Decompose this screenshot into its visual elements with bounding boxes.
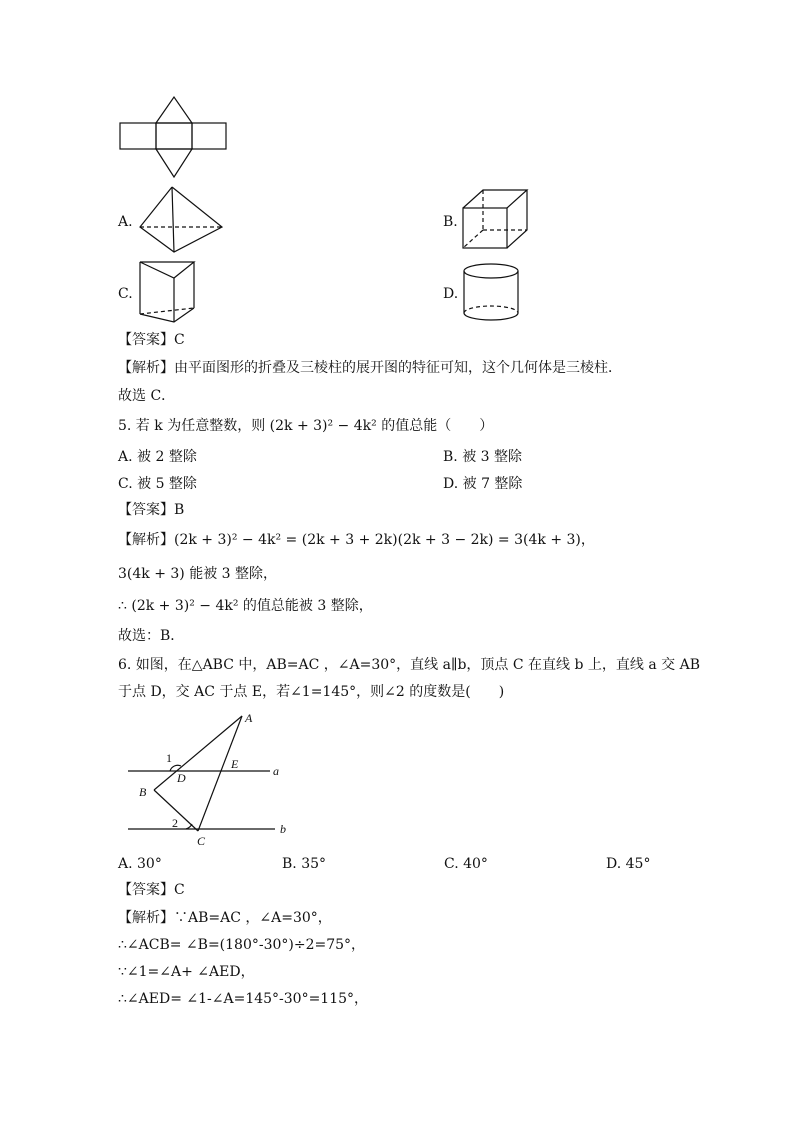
triangle-parallel-lines-figure xyxy=(120,710,300,850)
cube-figure xyxy=(461,188,531,252)
q6-analysis-line4: ∴∠AED= ∠1-∠A=145°-30°=115°， xyxy=(118,991,369,1007)
q5-option-a: A. 被 2 整除 xyxy=(118,449,197,465)
q5-analysis-line3: ∴ (2k + 3)² − 4k² 的值总能被 3 整除， xyxy=(118,598,373,614)
label-two: 2 xyxy=(172,816,178,830)
label-A: A xyxy=(245,711,253,725)
q4-analysis: 【解析】由平面图形的折叠及三棱柱的展开图的特征可知，这个几何体是三棱柱． xyxy=(118,360,622,376)
q5-option-d: D. 被 7 整除 xyxy=(443,476,523,492)
q6-option-a: A. 30° xyxy=(118,856,162,872)
q5-analysis-line1: 【解析】(2k + 3)² − 4k² = (2k + 3 + 2k)(2k + 3 − 2k) = 3(4k + 3)， xyxy=(118,532,595,548)
q6-analysis-line2: ∴∠ACB= ∠B=(180°-30°)÷2=75°， xyxy=(118,937,366,953)
q6-answer: 【答案】C xyxy=(118,882,185,898)
q4-conclusion: 故选 C． xyxy=(118,388,176,404)
q6-stem-line1: 6. 如图，在△ABC 中，AB=AC ，∠A=30°，直线 a∥b，顶点 C 在直线 b 上，直线 a 交 AB xyxy=(118,657,700,673)
q4-answer: 【答案】C xyxy=(118,332,185,348)
label-B: B xyxy=(139,785,147,799)
q5-conclusion: 故选：B． xyxy=(118,628,185,644)
label-C: C xyxy=(197,834,206,848)
triangular-prism-figure xyxy=(138,260,198,326)
label-E: E xyxy=(231,757,239,771)
label-one: 1 xyxy=(166,751,172,765)
net-figure xyxy=(118,95,228,180)
q6-option-b: B. 35° xyxy=(282,856,327,872)
cylinder-figure xyxy=(462,262,522,324)
q4-option-c-label: C. xyxy=(118,286,133,302)
q4-option-a-label: A. xyxy=(118,214,133,230)
tetrahedron-figure xyxy=(138,185,226,255)
label-a: a xyxy=(273,764,279,778)
q6-stem-line2: 于点 D，交 AC 于点 E，若∠1=145°，则∠2 的度数是( ) xyxy=(118,684,505,700)
q4-option-b-label: B. xyxy=(443,214,458,230)
q5-option-b: B. 被 3 整除 xyxy=(443,449,522,465)
label-D: D xyxy=(177,771,186,785)
label-b: b xyxy=(280,822,286,836)
q5-answer: 【答案】B xyxy=(118,502,185,518)
q5-stem: 5. 若 k 为任意整数，则 (2k + 3)² − 4k² 的值总能（ ） xyxy=(118,418,494,434)
q5-option-c: C. 被 5 整除 xyxy=(118,476,197,492)
q6-analysis-line3: ∵∠1=∠A+ ∠AED， xyxy=(118,964,255,980)
q5-analysis-line2: 3(4k + 3) 能被 3 整除， xyxy=(118,566,278,582)
q6-option-c: C. 40° xyxy=(444,856,488,872)
q6-analysis-line1: 【解析】∵AB=AC ，∠A=30°， xyxy=(118,910,332,926)
q6-option-d: D. 45° xyxy=(606,856,651,872)
q4-option-d-label: D. xyxy=(443,286,459,302)
